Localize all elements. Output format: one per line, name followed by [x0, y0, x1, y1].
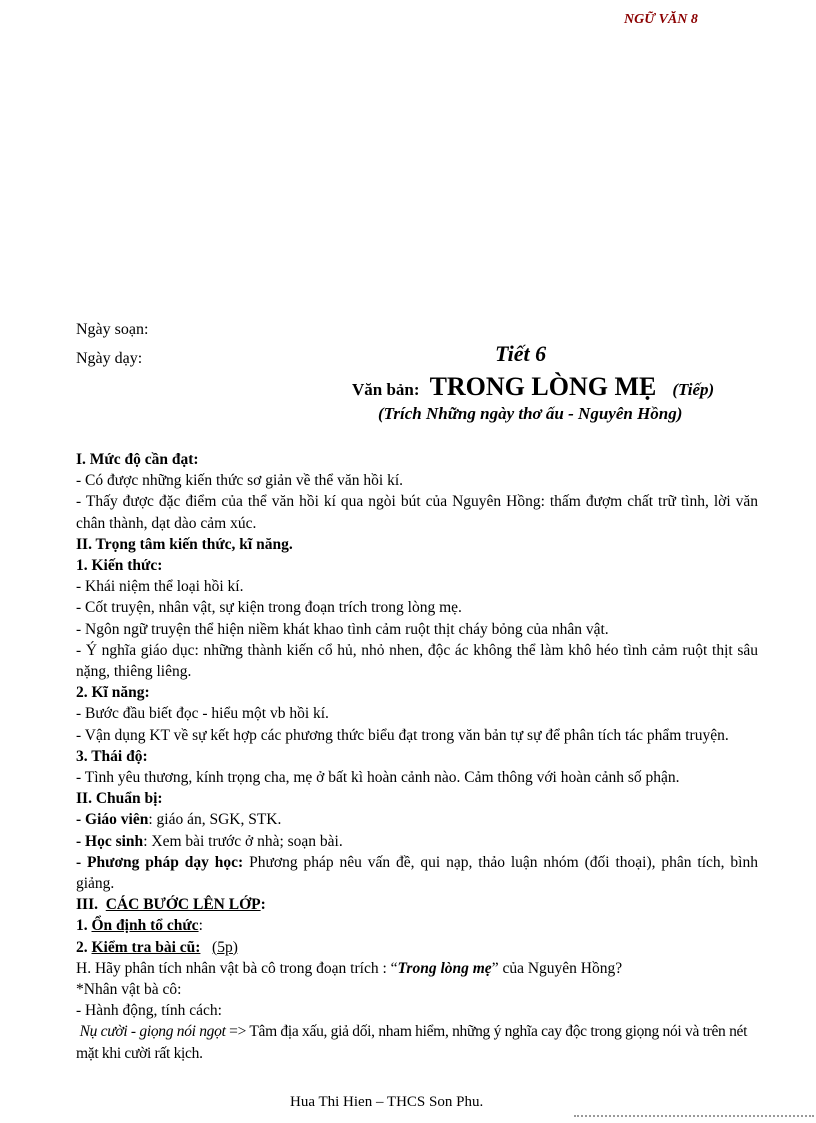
subsection-heading: 2. Kĩ năng: — [76, 684, 150, 702]
lesson-number: Tiết 6 — [495, 341, 547, 366]
section-heading: III. CÁC BƯỚC LÊN LỚP: — [76, 896, 266, 914]
paragraph — [76, 809, 758, 830]
footer-dotted-line — [574, 1115, 814, 1117]
continued-label: (Tiếp) — [672, 380, 715, 399]
paragraph — [76, 831, 758, 852]
section-heading: II. Trọng tâm kiến thức, kĩ năng. — [76, 535, 293, 553]
paragraph: - Có được những kiến thức sơ giản về thể văn hồi kí. — [76, 472, 403, 490]
van-ban-label: Văn bản: — [352, 380, 420, 399]
paragraph: - Thấy được đặc điểm của thể văn hồi kí qua ngòi bút của Nguyên Hồng: thấm đượm chất trữ tình, lời văn chân thành, dạt dào cảm xúc. — [76, 493, 758, 532]
ngay-day-label: Ngày dạy: — [76, 350, 143, 367]
smile-voice-label: Nụ cười - giọng nói ngọt — [79, 1023, 226, 1041]
review-time: (5p) — [212, 938, 238, 956]
paragraph: - Cốt truyện, nhân vật, sự kiện trong đoạn trích trong lòng mẹ. — [76, 599, 462, 617]
method-label: - Phương pháp dạy học: — [76, 853, 244, 871]
paragraph: Nụ cười - giọng nói ngọt => Tâm địa xấu, giả dối, nham hiểm, những ý nghĩa cay độc trong giọng nói và trên nét mặt khi cười rất kịch. — [76, 1023, 748, 1062]
paragraph: H. Hãy phân tích nhân vật bà cô trong đoạn trích : “Trong lòng mẹ” của Nguyên Hồng? — [76, 959, 623, 977]
paragraph — [76, 852, 758, 894]
paragraph: - Khái niệm thể loại hồi kí. — [76, 578, 244, 596]
teacher-label: - Giáo viên — [76, 811, 149, 829]
section-heading: I. Mức độ cần đạt: — [76, 451, 199, 468]
main-title: TRONG LÒNG MẸ — [429, 372, 657, 401]
ngay-soan-label: Ngày soạn: — [76, 321, 149, 338]
subsection-heading: 3. Thái độ: — [76, 747, 148, 765]
stabilize-class: Ổn định tổ chức — [91, 917, 199, 935]
footer-author: Hua Thi Hien – THCS Son Phu. — [290, 1094, 484, 1110]
paragraph: - Ngôn ngữ truyện thể hiện niềm khát khao tình cảm ruột thịt cháy bỏng của nhân vật. — [76, 620, 609, 638]
student-text: : Xem bài trước ở nhà; soạn bài. — [143, 832, 343, 850]
student-label: - Học sinh — [76, 832, 144, 850]
paragraph: - Hành động, tính cách: — [76, 1002, 222, 1020]
subsection-heading: 1. Ổn định tổ chức: — [76, 917, 203, 935]
paragraph: - Vận dụng KT về sự kết hợp các phương thức biểu đạt trong văn bản tự sự để phân tích tác phẩm truyện. — [76, 726, 729, 744]
subsection-heading: 1. Kiến thức: — [76, 557, 163, 575]
paragraph: - Bước đầu biết đọc - hiểu một vb hồi kí. — [76, 705, 329, 723]
work-title: Trong lòng mẹ — [397, 959, 492, 977]
paragraph: - Ý nghĩa giáo dục: những thành kiến cổ hủ, nhỏ nhen, độc ác không thể làm khô héo tình cảm ruột thịt sâu nặng, thiêng liêng. — [76, 641, 758, 681]
review-old-lesson: Kiểm tra bài cũ: — [91, 938, 201, 956]
source-line: (Trích Những ngày thơ ấu - Nguyên Hồng) — [378, 404, 683, 423]
subject-header: NGỮ VĂN 8 — [624, 12, 698, 27]
lesson-content — [76, 449, 758, 1064]
teacher-text: : giáo án, SGK, STK. — [148, 811, 282, 829]
paragraph: - Tình yêu thương, kính trọng cha, mẹ ở bất kì hoàn cảnh nào. Cảm thông với hoàn cảnh số phận. — [76, 769, 680, 787]
steps-heading: CÁC BƯỚC LÊN LỚP — [105, 896, 261, 914]
title-line — [352, 372, 714, 402]
method-text: Phương pháp nêu vấn đề, qui nạp, thảo luận nhóm (đối thoại), phân tích, bình giảng. — [76, 853, 758, 893]
section-heading: II. Chuẩn bị: — [76, 790, 163, 808]
paragraph: *Nhân vật bà cô: — [76, 981, 182, 999]
subsection-heading: 2. Kiểm tra bài cũ: (5p) — [76, 938, 238, 956]
